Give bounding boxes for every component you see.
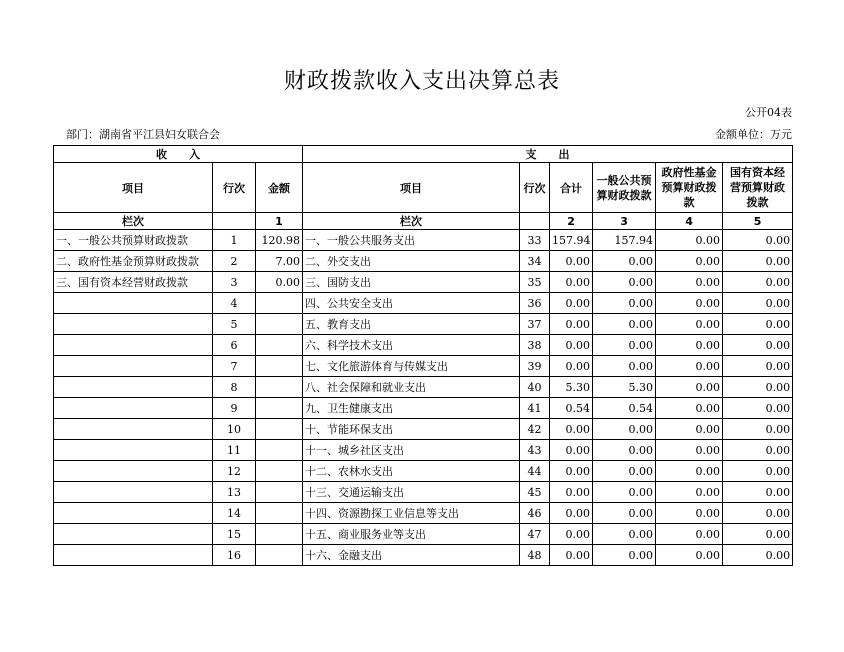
income-line-cell: 14 (213, 503, 256, 524)
expense-item-cell: 四、公共安全支出 (303, 293, 520, 314)
income-amount-cell (256, 335, 303, 356)
gov-fund-cell: 0.00 (656, 461, 723, 482)
section-header-row (54, 146, 793, 163)
total-cell: 0.00 (550, 251, 593, 272)
income-amount-cell (256, 314, 303, 335)
income-item-cell (54, 356, 213, 377)
expense-item-cell: 二、外交支出 (303, 251, 520, 272)
gov-fund-cell: 0.00 (656, 293, 723, 314)
column-header-row (54, 163, 793, 213)
income-amount-cell (256, 503, 303, 524)
income-amount-cell (256, 482, 303, 503)
income-item-cell (54, 398, 213, 419)
gov-fund-cell: 0.00 (656, 482, 723, 503)
total-cell: 0.00 (550, 335, 593, 356)
total-cell: 0.54 (550, 398, 593, 419)
col-header-expense-item: 项目 (303, 163, 520, 213)
gov-fund-cell: 0.00 (656, 545, 723, 566)
lanci-col-5: 5 (723, 213, 793, 230)
table-row (54, 377, 793, 398)
income-item-cell (54, 335, 213, 356)
expense-item-cell: 十、节能环保支出 (303, 419, 520, 440)
table-row (54, 482, 793, 503)
total-cell: 0.00 (550, 314, 593, 335)
col-header-general-budget: 一般公共预算财政拨款 (593, 163, 656, 213)
general-budget-cell: 0.54 (593, 398, 656, 419)
expense-item-cell: 十六、金融支出 (303, 545, 520, 566)
page-title: 财政拨款收入支出决算总表 (283, 69, 560, 94)
table-row (54, 503, 793, 524)
income-item-cell: 三、国有资本经营财政拨款 (54, 272, 213, 293)
general-budget-cell: 0.00 (593, 251, 656, 272)
general-budget-cell: 5.30 (593, 377, 656, 398)
income-line-cell: 5 (213, 314, 256, 335)
income-item-cell (54, 314, 213, 335)
general-budget-cell: 0.00 (593, 356, 656, 377)
expense-line-cell: 36 (520, 293, 550, 314)
income-amount-cell (256, 419, 303, 440)
expense-item-cell: 十四、资源勘探工业信息等支出 (303, 503, 520, 524)
expense-item-cell: 六、科学技术支出 (303, 335, 520, 356)
state-capital-cell: 0.00 (723, 524, 793, 545)
income-line-cell: 15 (213, 524, 256, 545)
expense-item-cell: 十三、交通运输支出 (303, 482, 520, 503)
income-item-cell (54, 545, 213, 566)
state-capital-cell: 0.00 (723, 398, 793, 419)
income-item-cell (54, 503, 213, 524)
income-amount-cell: 120.98 (256, 230, 303, 251)
income-amount-cell (256, 398, 303, 419)
state-capital-cell: 0.00 (723, 461, 793, 482)
table-row (54, 272, 793, 293)
col-header-state-capital: 国有资本经营预算财政拨款 (723, 163, 793, 213)
expense-line-cell: 47 (520, 524, 550, 545)
income-line-cell: 7 (213, 356, 256, 377)
expense-line-cell: 38 (520, 335, 550, 356)
col-header-total: 合计 (550, 163, 593, 213)
expense-item-cell: 十一、城乡社区支出 (303, 440, 520, 461)
gov-fund-cell: 0.00 (656, 272, 723, 293)
lanci-empty-1 (213, 213, 256, 230)
general-budget-cell: 0.00 (593, 482, 656, 503)
state-capital-cell: 0.00 (723, 314, 793, 335)
gov-fund-cell: 0.00 (656, 377, 723, 398)
gov-fund-cell: 0.00 (656, 230, 723, 251)
gov-fund-cell: 0.00 (656, 356, 723, 377)
income-line-cell: 9 (213, 398, 256, 419)
expense-line-cell: 44 (520, 461, 550, 482)
gov-fund-cell: 0.00 (656, 314, 723, 335)
expense-item-cell: 一、一般公共服务支出 (303, 230, 520, 251)
expense-line-cell: 40 (520, 377, 550, 398)
col-header-expense-line: 行次 (520, 163, 550, 213)
col-header-gov-fund: 政府性基金预算财政拨款 (656, 163, 723, 213)
total-cell: 0.00 (550, 293, 593, 314)
general-budget-cell: 0.00 (593, 545, 656, 566)
expense-line-cell: 45 (520, 482, 550, 503)
form-number: 公开04表 (745, 106, 792, 119)
expense-section-header: 支 出 (303, 146, 793, 163)
lanci-col-1: 1 (256, 213, 303, 230)
income-amount-cell (256, 461, 303, 482)
state-capital-cell: 0.00 (723, 356, 793, 377)
gov-fund-cell: 0.00 (656, 398, 723, 419)
table-row (54, 398, 793, 419)
lanci-label-income: 栏次 (54, 213, 213, 230)
income-item-cell (54, 482, 213, 503)
department-label: 部门：湖南省平江县妇女联合会 (66, 128, 220, 141)
col-header-income-item: 项目 (54, 163, 213, 213)
table-row (54, 251, 793, 272)
budget-table (53, 145, 793, 566)
gov-fund-cell: 0.00 (656, 503, 723, 524)
expense-line-cell: 39 (520, 356, 550, 377)
col-header-income-line: 行次 (213, 163, 256, 213)
expense-line-cell: 43 (520, 440, 550, 461)
general-budget-cell: 0.00 (593, 440, 656, 461)
general-budget-cell: 0.00 (593, 314, 656, 335)
expense-item-cell: 十五、商业服务业等支出 (303, 524, 520, 545)
general-budget-cell: 0.00 (593, 335, 656, 356)
state-capital-cell: 0.00 (723, 545, 793, 566)
expense-item-cell: 九、卫生健康支出 (303, 398, 520, 419)
table-body (54, 146, 793, 566)
income-line-cell: 3 (213, 272, 256, 293)
total-cell: 0.00 (550, 272, 593, 293)
expense-line-cell: 33 (520, 230, 550, 251)
total-cell: 0.00 (550, 461, 593, 482)
general-budget-cell: 0.00 (593, 461, 656, 482)
general-budget-cell: 0.00 (593, 419, 656, 440)
table-row (54, 356, 793, 377)
expense-item-cell: 三、国防支出 (303, 272, 520, 293)
income-amount-cell: 0.00 (256, 272, 303, 293)
income-line-cell: 16 (213, 545, 256, 566)
table-row (54, 545, 793, 566)
state-capital-cell: 0.00 (723, 482, 793, 503)
income-section-header: 收 入 (54, 146, 303, 163)
unit-label: 金额单位：万元 (715, 128, 792, 141)
income-amount-cell (256, 440, 303, 461)
table-row (54, 230, 793, 251)
lanci-col-4: 4 (656, 213, 723, 230)
state-capital-cell: 0.00 (723, 272, 793, 293)
income-amount-cell (256, 356, 303, 377)
total-cell: 5.30 (550, 377, 593, 398)
col-header-income-amount: 金额 (256, 163, 303, 213)
income-item-cell (54, 419, 213, 440)
income-line-cell: 10 (213, 419, 256, 440)
income-amount-cell (256, 377, 303, 398)
expense-line-cell: 35 (520, 272, 550, 293)
state-capital-cell: 0.00 (723, 503, 793, 524)
table-row (54, 314, 793, 335)
expense-line-cell: 34 (520, 251, 550, 272)
state-capital-cell: 0.00 (723, 377, 793, 398)
expense-line-cell: 37 (520, 314, 550, 335)
table-row (54, 524, 793, 545)
income-amount-cell (256, 293, 303, 314)
lanci-label-expense: 栏次 (303, 213, 520, 230)
general-budget-cell: 0.00 (593, 524, 656, 545)
gov-fund-cell: 0.00 (656, 524, 723, 545)
total-cell: 0.00 (550, 440, 593, 461)
gov-fund-cell: 0.00 (656, 251, 723, 272)
income-item-cell (54, 377, 213, 398)
income-amount-cell (256, 545, 303, 566)
gov-fund-cell: 0.00 (656, 440, 723, 461)
gov-fund-cell: 0.00 (656, 419, 723, 440)
state-capital-cell: 0.00 (723, 251, 793, 272)
income-item-cell (54, 293, 213, 314)
lanci-empty-2 (520, 213, 550, 230)
income-line-cell: 12 (213, 461, 256, 482)
state-capital-cell: 0.00 (723, 440, 793, 461)
expense-item-cell: 十二、农林水支出 (303, 461, 520, 482)
expense-line-cell: 41 (520, 398, 550, 419)
general-budget-cell: 0.00 (593, 293, 656, 314)
income-line-cell: 6 (213, 335, 256, 356)
total-cell: 0.00 (550, 524, 593, 545)
expense-line-cell: 46 (520, 503, 550, 524)
total-cell: 157.94 (550, 230, 593, 251)
table-row (54, 461, 793, 482)
expense-item-cell: 五、教育支出 (303, 314, 520, 335)
income-item-cell (54, 440, 213, 461)
income-item-cell: 二、政府性基金预算财政拨款 (54, 251, 213, 272)
income-line-cell: 4 (213, 293, 256, 314)
state-capital-cell: 0.00 (723, 419, 793, 440)
income-line-cell: 13 (213, 482, 256, 503)
income-line-cell: 2 (213, 251, 256, 272)
column-index-row (54, 213, 793, 230)
expense-item-cell: 八、社会保障和就业支出 (303, 377, 520, 398)
total-cell: 0.00 (550, 419, 593, 440)
expense-item-cell: 七、文化旅游体育与传媒支出 (303, 356, 520, 377)
total-cell: 0.00 (550, 356, 593, 377)
total-cell: 0.00 (550, 482, 593, 503)
lanci-col-3: 3 (593, 213, 656, 230)
income-amount-cell: 7.00 (256, 251, 303, 272)
state-capital-cell: 0.00 (723, 293, 793, 314)
gov-fund-cell: 0.00 (656, 335, 723, 356)
expense-line-cell: 48 (520, 545, 550, 566)
general-budget-cell: 0.00 (593, 503, 656, 524)
expense-line-cell: 42 (520, 419, 550, 440)
table-row (54, 335, 793, 356)
income-item-cell (54, 524, 213, 545)
state-capital-cell: 0.00 (723, 230, 793, 251)
table-row (54, 293, 793, 314)
general-budget-cell: 0.00 (593, 272, 656, 293)
total-cell: 0.00 (550, 503, 593, 524)
income-item-cell (54, 461, 213, 482)
income-line-cell: 8 (213, 377, 256, 398)
income-item-cell: 一、一般公共预算财政拨款 (54, 230, 213, 251)
total-cell: 0.00 (550, 545, 593, 566)
income-line-cell: 11 (213, 440, 256, 461)
income-amount-cell (256, 524, 303, 545)
state-capital-cell: 0.00 (723, 335, 793, 356)
general-budget-cell: 157.94 (593, 230, 656, 251)
income-line-cell: 1 (213, 230, 256, 251)
table-row (54, 419, 793, 440)
table-row (54, 440, 793, 461)
lanci-col-2: 2 (550, 213, 593, 230)
